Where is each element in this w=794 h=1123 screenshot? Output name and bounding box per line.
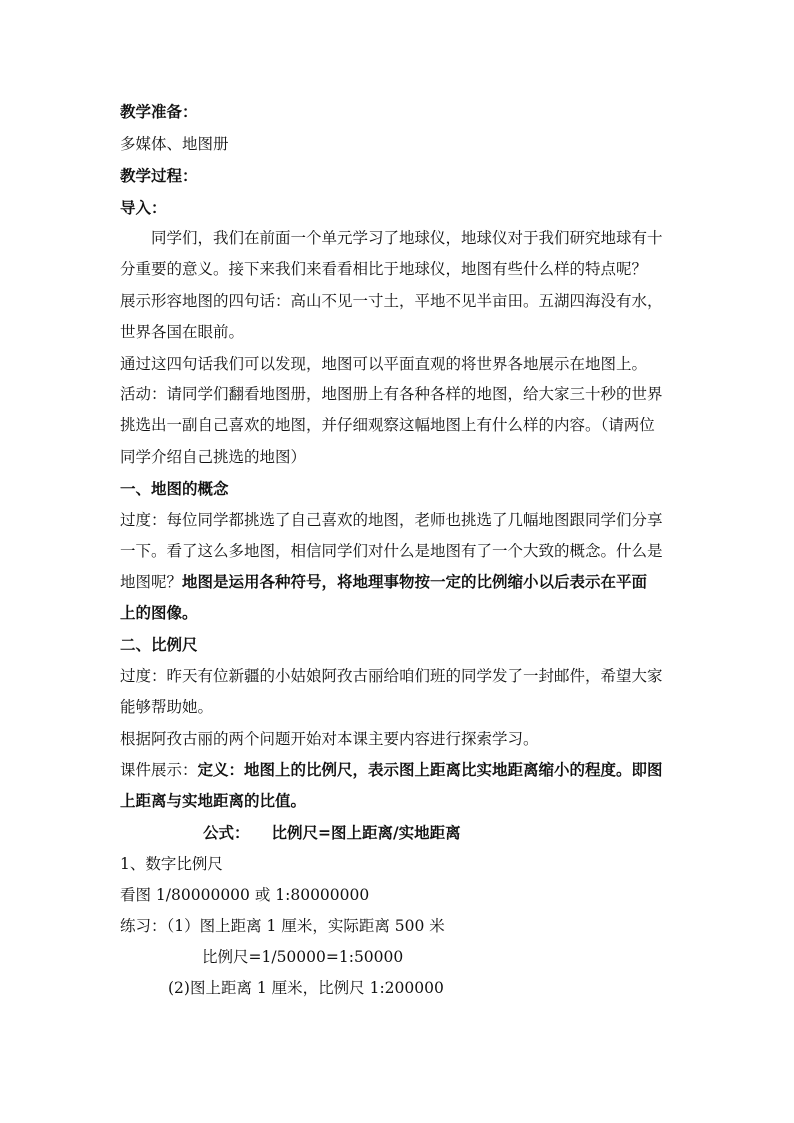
- process-heading: 教学过程：: [120, 166, 198, 185]
- example-text: 看图 1/80000000 或 1:80000000: [120, 886, 370, 904]
- section-heading-map-concept: 一、地图的概念: [120, 479, 229, 498]
- summary-text: 通过这四句话我们可以发现，地图可以平面直观的将世界各地展示在地图上。: [120, 355, 648, 373]
- prep-items: 多媒体、地图册: [120, 135, 229, 153]
- transition-line: 能够帮助她。: [120, 698, 214, 716]
- section-heading-scale: 二、比例尺: [120, 635, 198, 654]
- exercise-2: (2)图上距离 1 厘米，比例尺 1:200000: [168, 979, 444, 997]
- map-definition-end: 上的图像。: [120, 603, 198, 622]
- activity-line: 同学介绍自己挑选的地图）: [120, 448, 307, 466]
- poem-line: 展示形容地图的四句话：高山不见一寸土，平地不见半亩田。五湖四海没有水，: [120, 292, 663, 310]
- intro-heading: 导入：: [120, 198, 167, 217]
- formula-line: [203, 823, 461, 843]
- formula-label: 公式：: [203, 823, 250, 842]
- transition-line: 过度：昨天有位新疆的小姑娘阿孜古丽给咱们班的同学发了一封邮件，希望大家: [120, 667, 663, 685]
- exercise-1-answer: 比例尺=1/50000=1:50000: [202, 948, 404, 966]
- scale-definition-end: 上距离与实地距离的比值。: [120, 791, 307, 810]
- exercise-1: 练习：（1）图上距离 1 厘米，实际距离 500 米: [120, 917, 445, 935]
- activity-line: 挑选出一副自己喜欢的地图，并仔细观察这幅地图上有什么样的内容。（请两位: [120, 416, 655, 434]
- activity-line: 活动：请同学们翻看地图册，地图册上有各种各样的地图，给大家三十秒的世界: [120, 385, 663, 403]
- courseware-label: 课件展示：: [120, 761, 198, 779]
- scale-definition: 定义：地图上的比例尺，表示图上距离比实地距离缩小的程度。即图: [197, 760, 663, 779]
- intro-paragraph-line: 同学们，我们在前面一个单元学习了地球仪，地球仪对于我们研究地球有十: [151, 229, 663, 247]
- poem-line: 世界各国在眼前。: [120, 323, 245, 341]
- transition-line: 过度：每位同学都挑选了自己喜欢的地图，老师也挑选了几幅地图跟同学们分享: [120, 511, 663, 529]
- intro-paragraph-line: 分重要的意义。接下来我们来看看相比于地球仪，地图有些什么样的特点呢？: [120, 260, 648, 278]
- courseware-line: [120, 760, 663, 780]
- transition-line: [120, 572, 647, 592]
- numeric-scale-heading: 1、数字比例尺: [120, 855, 223, 873]
- formula-value: 比例尺=图上距离/实地距离: [271, 823, 461, 842]
- map-definition: 地图是运用各种符号，将地理事物按一定的比例缩小以后表示在平面: [182, 572, 648, 591]
- prep-heading: 教学准备：: [120, 102, 198, 121]
- transition-line: 一下。看了这么多地图，相信同学们对什么是地图有了一个大致的概念。什么是: [120, 542, 663, 560]
- question-text: 地图呢？: [120, 573, 183, 591]
- explore-text: 根据阿孜古丽的两个问题开始对本课主要内容进行探索学习。: [120, 730, 539, 748]
